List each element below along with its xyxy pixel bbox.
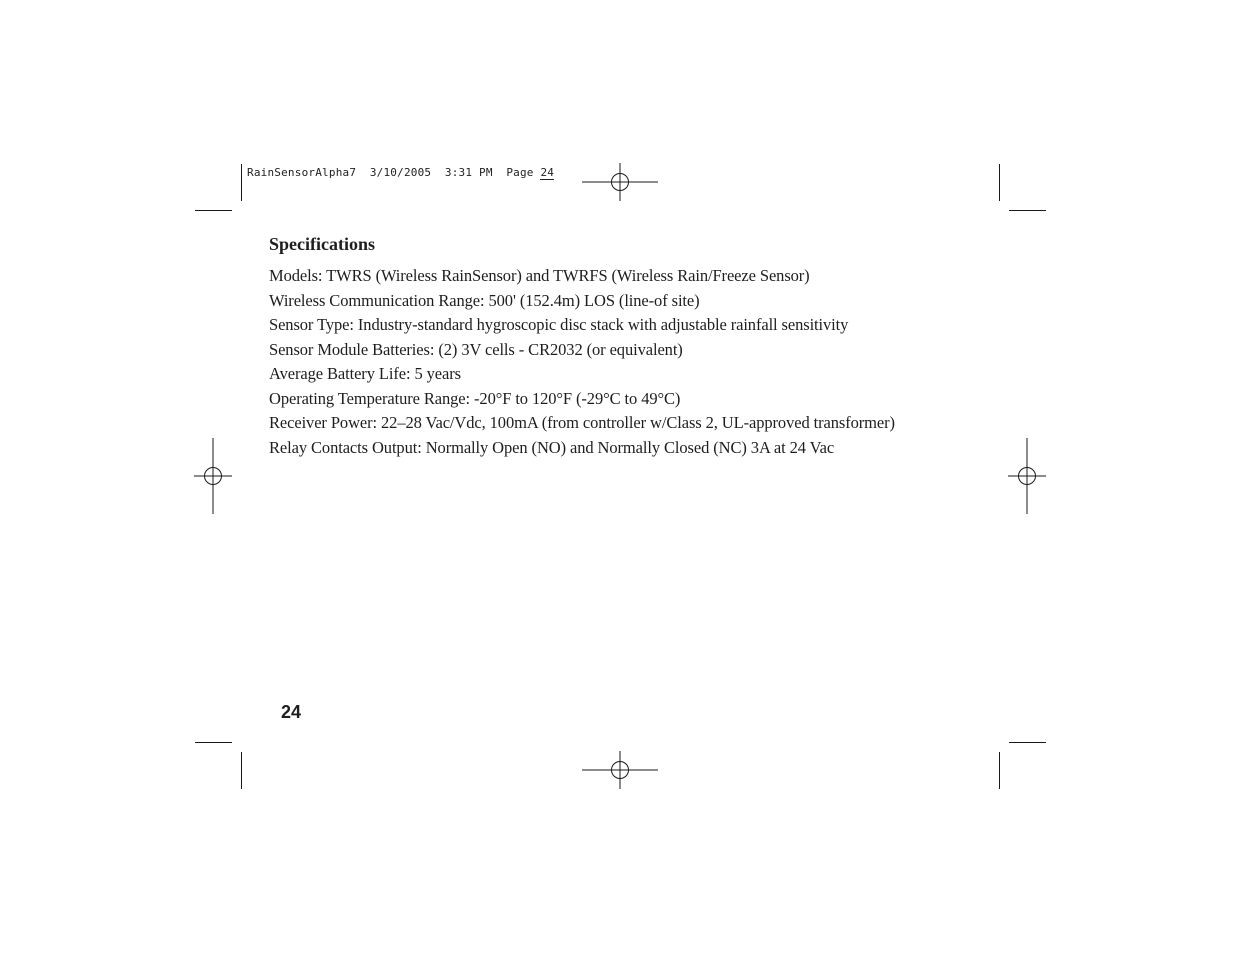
spec-sensor-batteries: Sensor Module Batteries: (2) 3V cells - CR2032 (or equivalent) (269, 339, 683, 359)
spec-receiver-power: Receiver Power: 22–28 Vac/Vdc, 100mA (from controller w/Class 2, UL-approved transformer) (269, 413, 895, 432)
crop-mark-top-left-vertical (241, 164, 242, 201)
spec-relay-contacts: Relay Contacts Output: Normally Open (NO) and Normally Closed (NC) 3A at 24 Vac (269, 437, 835, 457)
slug-file: RainSensorAlpha7 (247, 166, 357, 179)
slug-time: 3:31 PM (444, 166, 493, 179)
section-title: Specifications (269, 234, 375, 254)
spec-battery-life: Average Battery Life: 5 years (269, 364, 461, 383)
spec-operating-temperature: Operating Temperature Range: -20°F to 120°F (-29°C to 49°C) (269, 388, 681, 408)
registration-mark-top-icon (582, 163, 658, 201)
crop-mark-top-right-vertical (999, 164, 1000, 201)
crop-mark-top-left-horizontal (195, 210, 232, 211)
page-number: 24 (281, 702, 302, 722)
specifications-list (269, 264, 895, 460)
crop-mark-bottom-right-horizontal (1009, 742, 1046, 743)
slug-date: 3/10/2005 (369, 166, 432, 179)
spec-models: Models: TWRS (Wireless RainSensor) and TWRFS (Wireless Rain/Freeze Sensor) (269, 266, 810, 285)
crop-mark-top-right-horizontal (1009, 210, 1046, 211)
registration-mark-left-icon (194, 438, 232, 514)
registration-mark-right-icon (1008, 438, 1046, 514)
spec-wireless-range: Wireless Communication Range: 500' (152.4m) LOS (line-of site) (269, 290, 700, 310)
printer-slug (247, 166, 554, 179)
spec-sensor-type: Sensor Type: Industry-standard hygroscopic disc stack with adjustable rainfall sensitivity (269, 315, 849, 334)
slug-page-number: 24 (540, 166, 555, 179)
crop-mark-bottom-right-vertical (999, 752, 1000, 789)
crop-mark-bottom-left-horizontal (195, 742, 232, 743)
registration-mark-bottom-icon (582, 751, 658, 789)
crop-mark-bottom-left-vertical (241, 752, 242, 789)
slug-page-label: Page (506, 166, 534, 179)
